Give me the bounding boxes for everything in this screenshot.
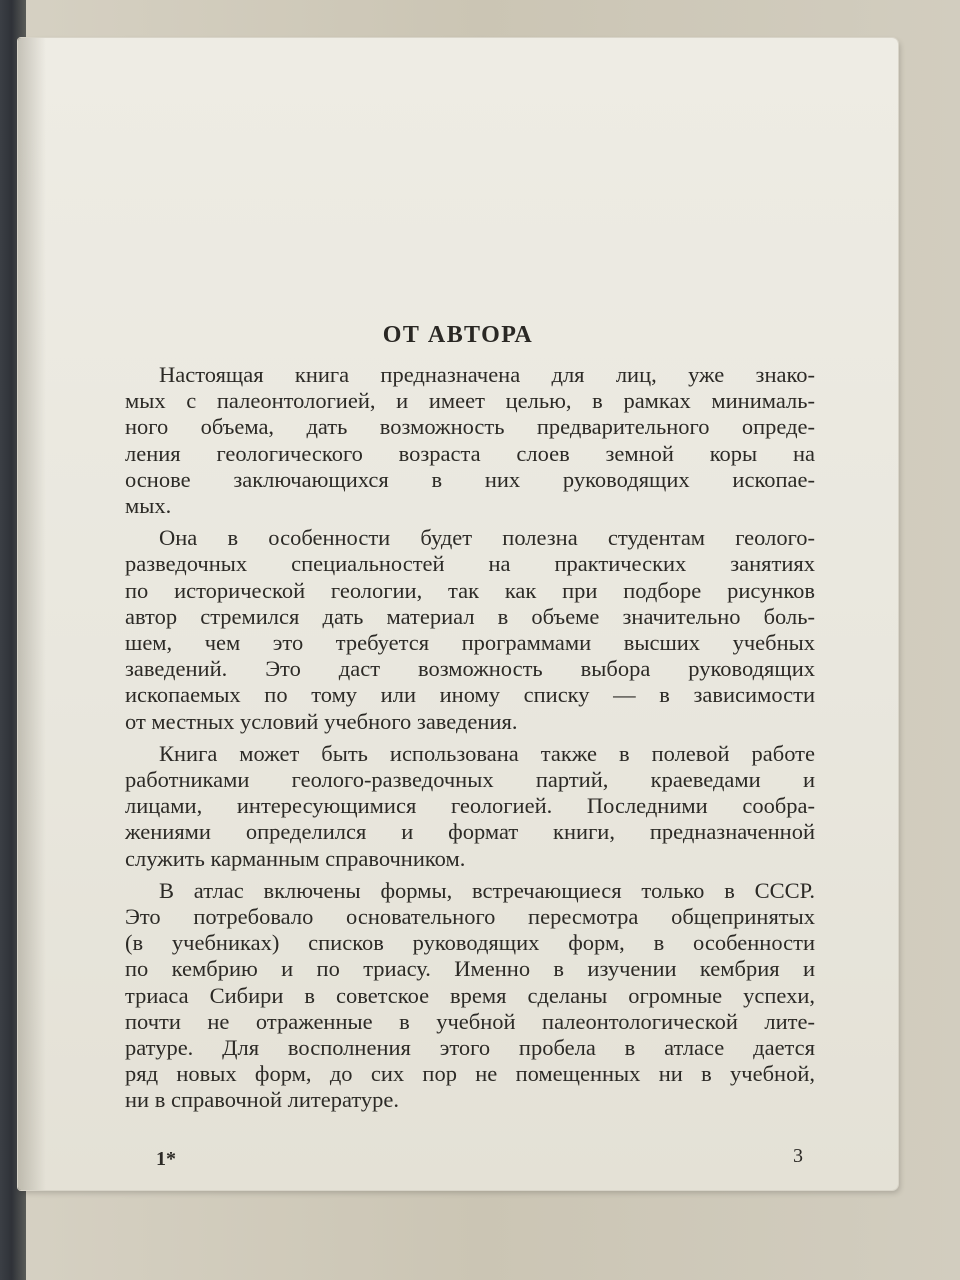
text-line: Она в особенности будет полезна студентам геолого- xyxy=(159,525,815,551)
text-line: разведочных специальностей на практических занятиях xyxy=(125,551,815,577)
text-line: служить карманным справочником. xyxy=(125,845,466,871)
paragraph-4 xyxy=(125,878,815,1114)
text-line: Это потребовало основательного пересмотра общепринятых xyxy=(125,904,815,930)
page-heading: ОТ АВТОРА xyxy=(382,322,534,348)
text-line: работниками геолого-разведочных партий, краеведами и xyxy=(125,767,815,793)
page-number: 3 xyxy=(793,1145,803,1167)
paragraph-2 xyxy=(125,525,815,735)
text-line: мых с палеонтологией, и имеет целью, в рамках минималь- xyxy=(125,388,815,414)
text-line: ления геологического возраста слоев земной коры на xyxy=(125,440,815,466)
text-line: почти не отраженные в учебной палеонтологической лите- xyxy=(125,1008,815,1034)
text-line: ряд новых форм, до сих пор не помещенных ни в учебной, xyxy=(125,1061,815,1087)
book-page xyxy=(18,38,898,1190)
paragraph-1 xyxy=(125,362,815,519)
text-line: триаса Сибири в советское время сделаны огромные успехи, xyxy=(125,982,815,1008)
text-line: жениями определился и формат книги, предназначенной xyxy=(125,819,815,845)
text-line: по исторической геологии, так как при подборе рисунков xyxy=(125,577,815,603)
text-line: ного объема, дать возможность предварительного опреде- xyxy=(125,414,815,440)
text-body xyxy=(125,362,815,1114)
text-line: ни в справочной литературе. xyxy=(125,1087,400,1113)
text-line: В атлас включены формы, встречающиеся только в СССР. xyxy=(159,877,815,903)
text-line: заведений. Это даст возможность выбора руководящих xyxy=(125,656,815,682)
text-line: по кембрию и по триасу. Именно в изучении кембрия и xyxy=(125,956,815,982)
text-line: (в учебниках) списков руководящих форм, в особенности xyxy=(125,930,815,956)
text-line: шем, чем это требуется программами высших учебных xyxy=(125,630,815,656)
text-line: автор стремился дать материал в объеме значительно боль- xyxy=(125,603,815,629)
text-line: Книга может быть использована также в полевой работе xyxy=(159,740,815,766)
text-line: основе заключающихся в них руководящих ископае- xyxy=(125,466,815,492)
text-line: от местных условий учебного заведения. xyxy=(125,708,518,734)
paragraph-3 xyxy=(125,741,815,872)
signature-mark: 1* xyxy=(156,1148,176,1170)
text-line: ратуре. Для восполнения этого пробела в атласе дается xyxy=(125,1035,815,1061)
text-line: ископаемых по тому или иному списку — в зависимости xyxy=(125,682,815,708)
text-line: мых. xyxy=(125,493,172,519)
text-line: Настоящая книга предназначена для лиц, уже знако- xyxy=(159,362,815,387)
text-line: лицами, интересующимися геологией. Последними сообра- xyxy=(125,793,815,819)
